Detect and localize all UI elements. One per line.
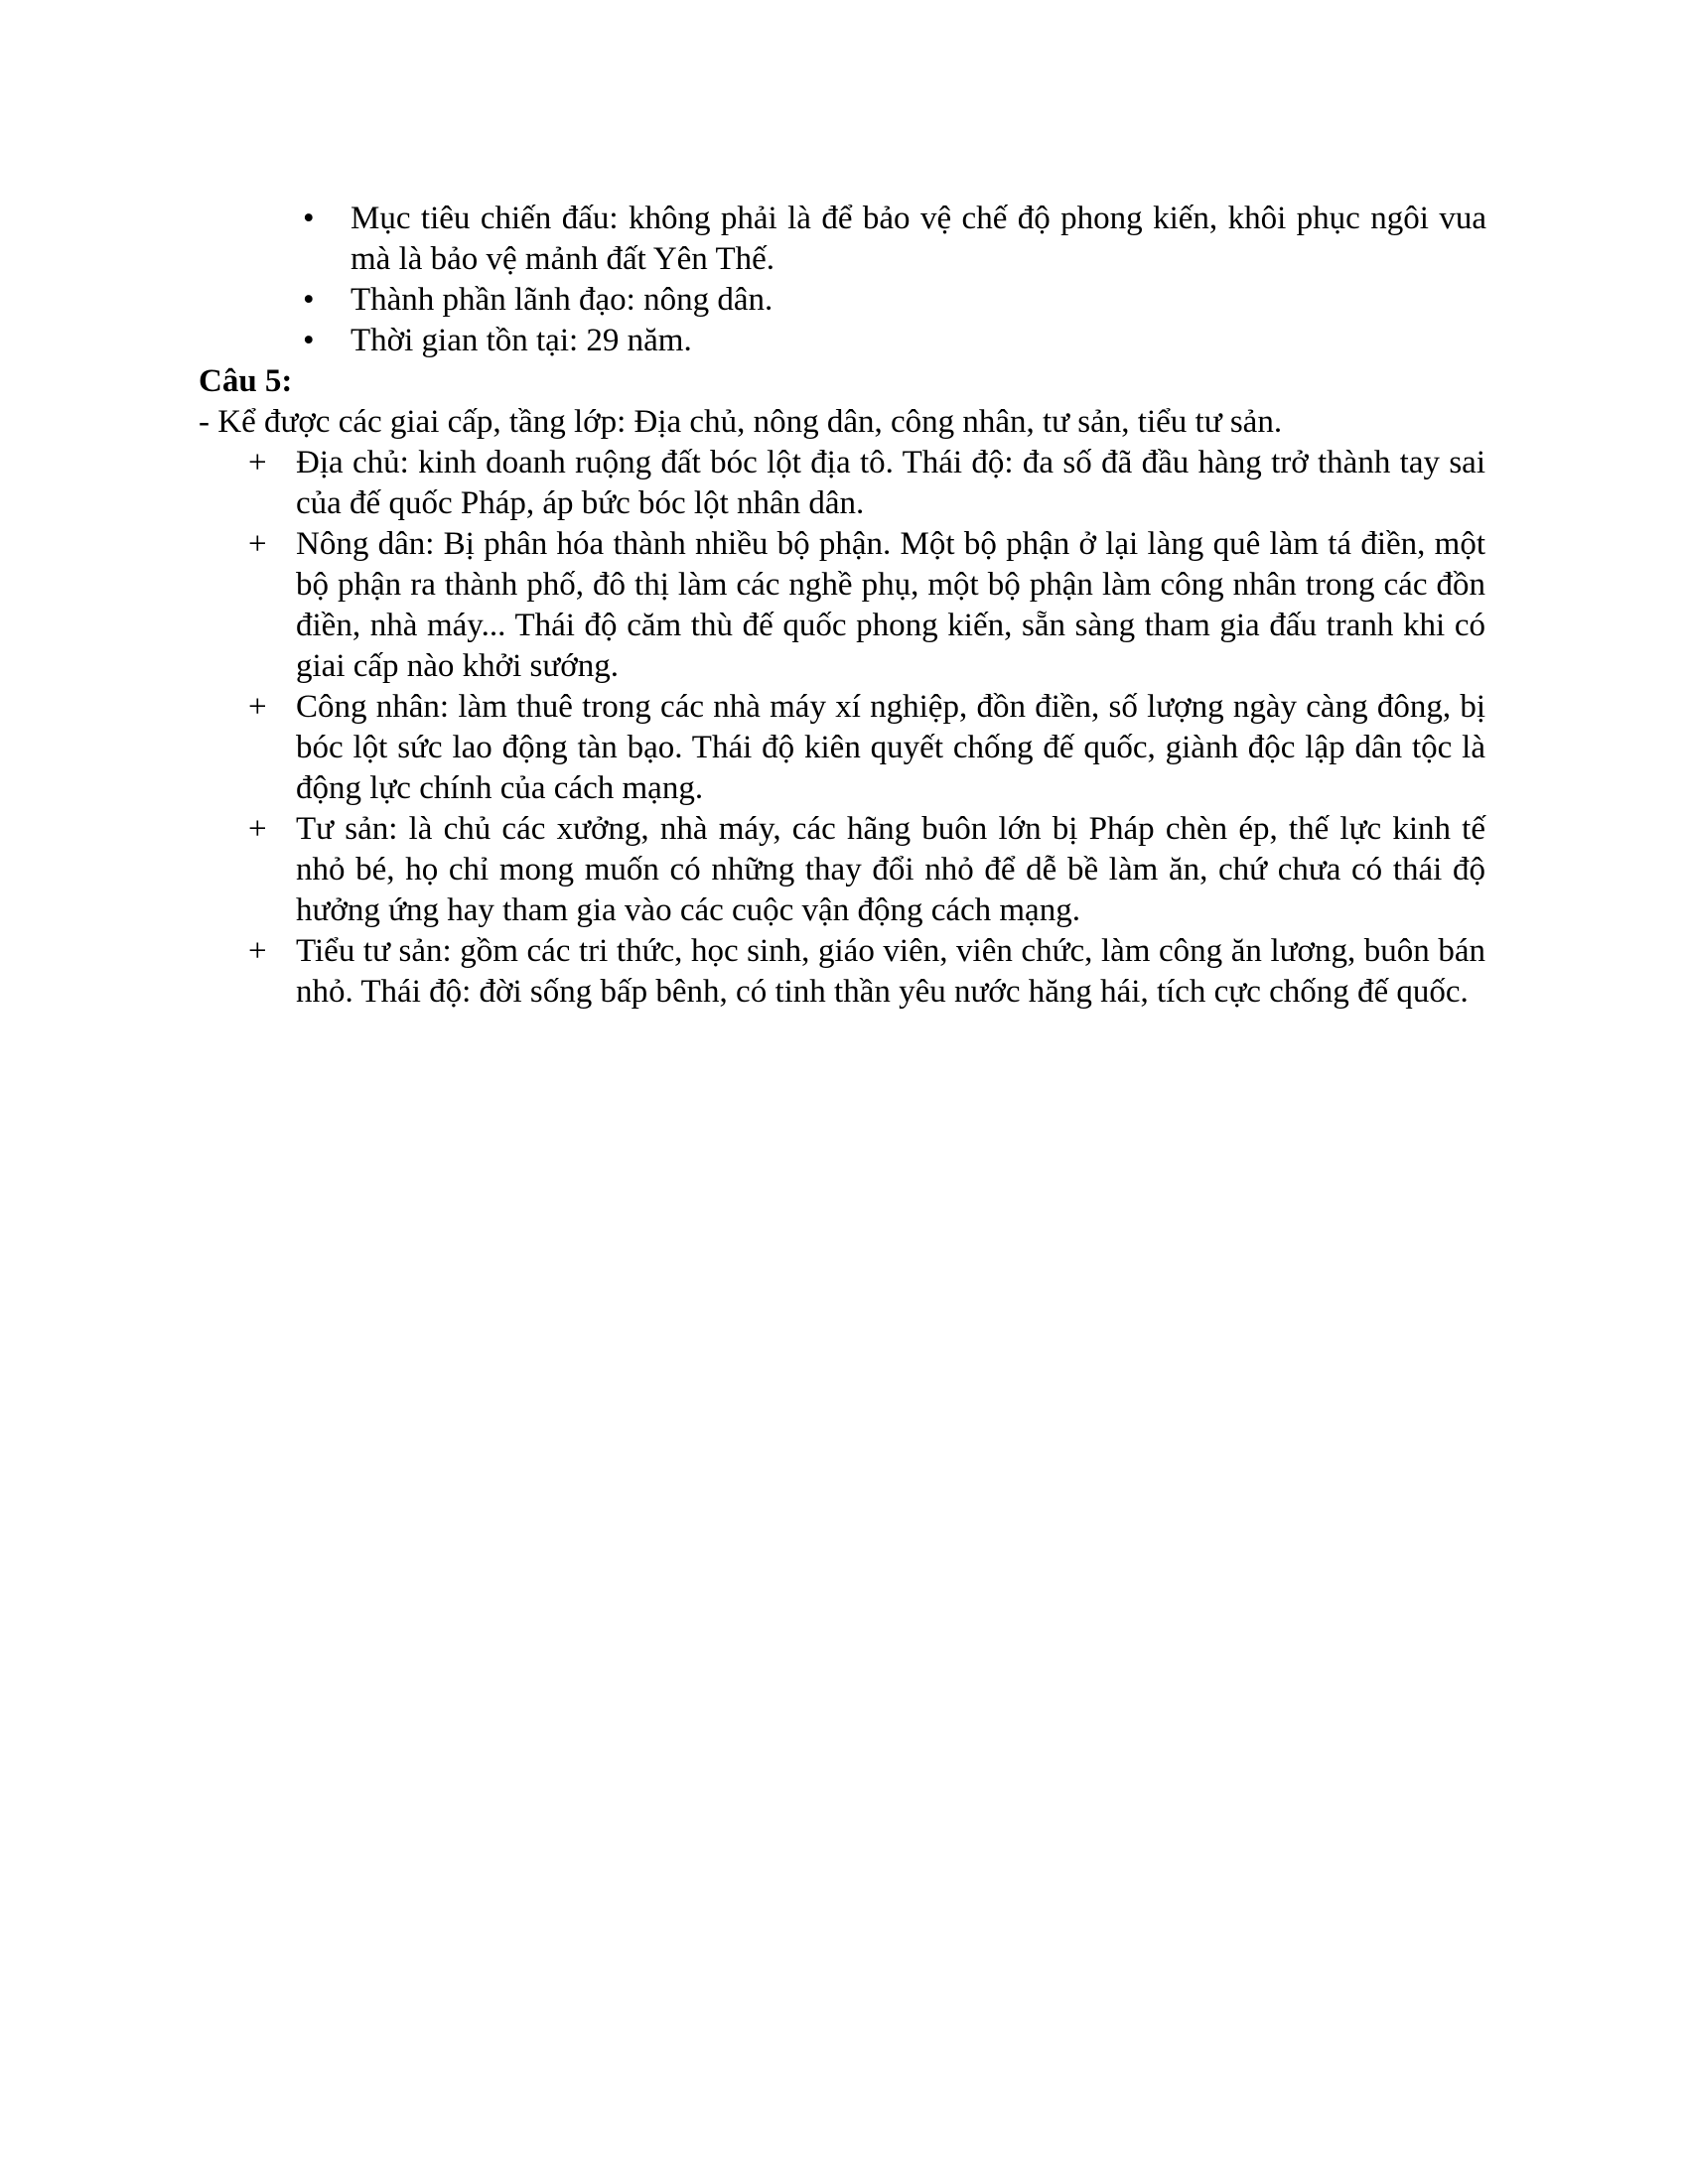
- list-item-text: Công nhân: làm thuê trong các nhà máy xí nghiệp, đồn điền, số lượng ngày càng đông, bị bóc lột sức lao động tàn bạo. Thái độ kiên quyết chống đế quốc, giành độc lập dân tộc là động lực chính của cách mạng.: [296, 689, 1485, 806]
- plus-marker: +: [248, 811, 267, 847]
- bullet-marker: •: [303, 201, 315, 236]
- plus-list: [199, 443, 1489, 1013]
- bullet-list: [303, 199, 1486, 361]
- list-item: [303, 280, 1486, 321]
- list-item: [248, 443, 1485, 524]
- list-item: [248, 687, 1485, 809]
- plus-marker: +: [248, 689, 267, 725]
- list-item-text: Nông dân: Bị phân hóa thành nhiều bộ phận. Một bộ phận ở lại làng quê làm tá điền, một bộ phận ra thành phố, đô thị làm các nghề phụ, một bộ phận làm công nhân trong các đồn điền, nhà máy... Thái độ căm thù đế quốc phong kiến, sẵn sàng tham gia đấu tranh khi có giai cấp nào khởi sướng.: [296, 526, 1485, 684]
- list-item-text: Địa chủ: kinh doanh ruộng đất bóc lột địa tô. Thái độ: đa số đã đầu hàng trở thành tay sai của đế quốc Pháp, áp bức bóc lột nhân dân.: [296, 445, 1485, 521]
- list-item-text: Tư sản: là chủ các xưởng, nhà máy, các hãng buôn lớn bị Pháp chèn ép, thế lực kinh tế nhỏ bé, họ chỉ mong muốn có những thay đổi nhỏ để dễ bề làm ăn, chứ chưa có thái độ hưởng ứng hay tham gia vào các cuộc vận động cách mạng.: [296, 811, 1485, 928]
- question-5-section: [199, 361, 1489, 1013]
- plus-marker: +: [248, 933, 267, 969]
- list-item: [303, 321, 1486, 361]
- list-item-text: Mục tiêu chiến đấu: không phải là để bảo vệ chế độ phong kiến, khôi phục ngôi vua mà là bảo vệ mảnh đất Yên Thế.: [351, 201, 1486, 277]
- bullet-marker: •: [303, 323, 315, 358]
- list-item-text: Thành phần lãnh đạo: nông dân.: [351, 282, 774, 318]
- question-intro: - Kể được các giai cấp, tầng lớp: Địa chủ, nông dân, công nhân, tư sản, tiểu tư sản.: [199, 404, 1283, 440]
- plus-marker: +: [248, 445, 267, 480]
- list-item-text: Thời gian tồn tại: 29 năm.: [351, 323, 692, 358]
- bullet-marker: •: [303, 282, 315, 318]
- list-item: [248, 809, 1485, 931]
- list-item: [248, 524, 1485, 687]
- list-item-text: Tiểu tư sản: gồm các tri thức, học sinh, giáo viên, viên chức, làm công ăn lương, buôn bán nhỏ. Thái độ: đời sống bấp bênh, có tinh thần yêu nước hăng hái, tích cực chống đế quốc.: [296, 933, 1485, 1010]
- list-item: [303, 199, 1486, 280]
- list-item: [248, 931, 1485, 1013]
- plus-marker: +: [248, 526, 267, 562]
- question-title: Câu 5:: [199, 363, 293, 399]
